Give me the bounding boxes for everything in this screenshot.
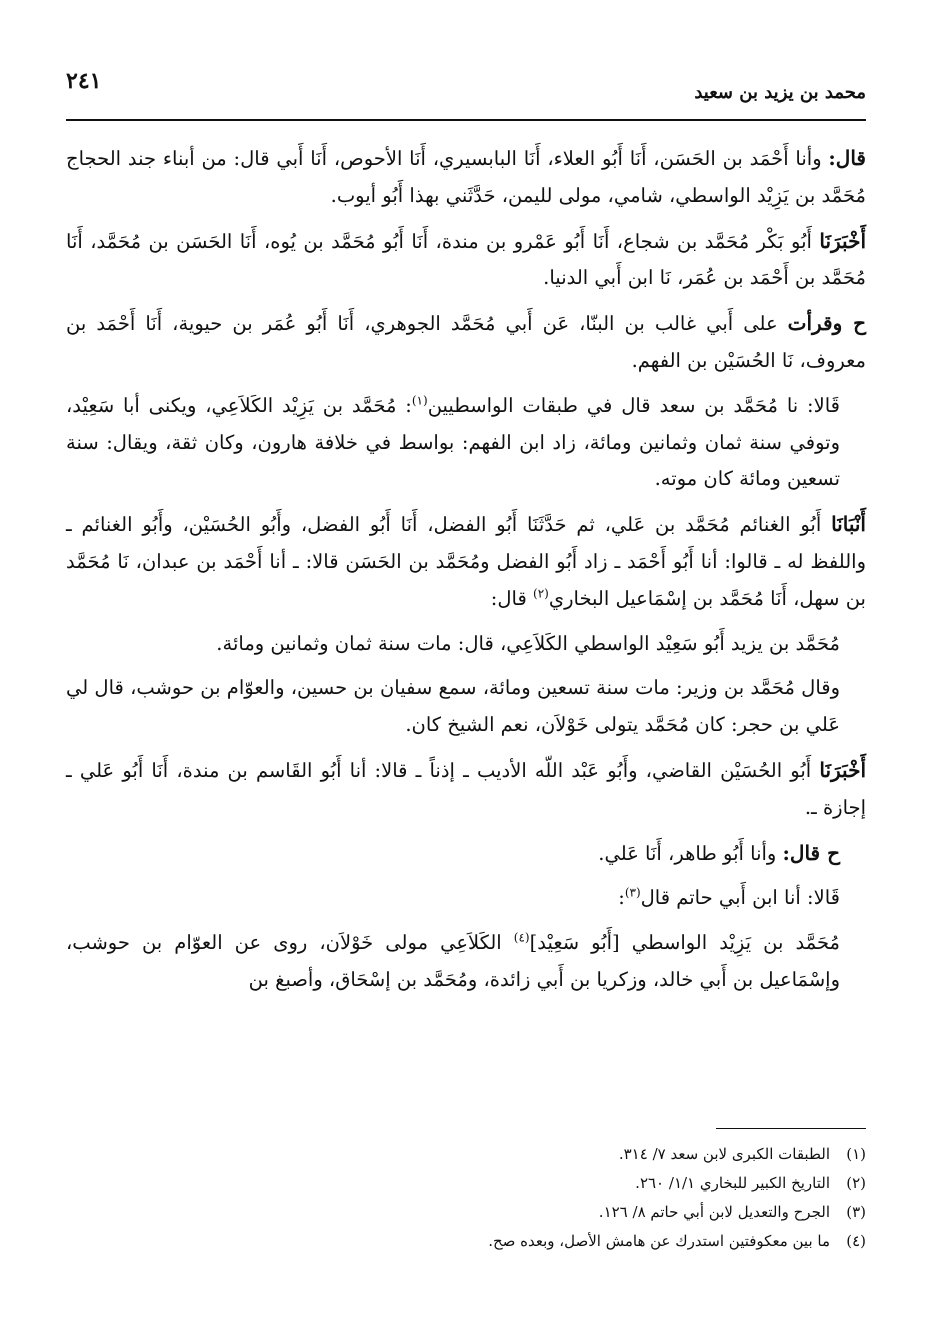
page-header (66, 60, 866, 116)
paragraph-text: الكَلاَعِي مولى خَوْلاَن، روى عن العوّام بن حوشب، وإسْمَاعيل بن أَبي خالد، وزكريا بن أَبي زائدة، ومُحَمَّد بن إسْحَاق، وأصبغ بن (66, 931, 840, 991)
paragraph-lead: ح قال: (782, 840, 840, 865)
paragraph-1 (66, 140, 866, 215)
footnote-ref-3[interactable]: (٣) (624, 885, 641, 900)
paragraph-text: وأنا أَبُو طاهر، أَنَا عَلي. (598, 841, 783, 865)
footnote-separator (716, 1128, 866, 1129)
footnote-ref-4[interactable]: (٤) (513, 930, 530, 945)
footnote-ref-1[interactable]: (١) (411, 393, 428, 408)
paragraph-4 (66, 388, 866, 498)
page-number: ٢٤١ (66, 68, 102, 94)
paragraph-11 (66, 925, 866, 999)
paragraph-text: قَالا: نا مُحَمَّد بن سعد قال في طبقات الواسطيين (427, 393, 841, 417)
footnote-number: (٤) (846, 1232, 866, 1250)
running-title: محمد بن يزيد بن سعيد (694, 82, 866, 103)
paragraph-3 (66, 305, 866, 380)
footnote-text: التاريخ الكبير للبخاري ١/١/ ٢٦٠. (635, 1174, 830, 1192)
paragraph-text: أَبُو بَكْر مُحَمَّد بن شجاع، أَنَا أَبُو عَمْرو بن مندة، أَنَا أَبُو مُحَمَّد بن يُوه، أَنَا الحَسَن بن مُحَمَّد، أَنَا مُحَمَّد بن أَحْمَد بن عُمَر، نَا ابن أَبي الدنيا. (66, 229, 866, 290)
footnote-number: (٢) (846, 1174, 866, 1192)
header-rule (66, 119, 866, 121)
paragraph-6 (66, 626, 866, 663)
paragraph-text: أَبُو الغنائم مُحَمَّد بن عَلي، ثم حَدَّثَنَا أَبُو الفضل، أَنَا أَبُو الفضل، وأَبُو الحُسَيْن، وأَبُو الغنائم ـ واللفظ له ـ قالوا: أنا أَبُو أَحْمَد ـ زاد أَبُو الفضل ومُحَمَّد بن الحَسَن قالا: ـ أنا أَحْمَد بن عبدان، نَا مُحَمَّد بن سهل، أَنَا مُحَمَّد بن إسْمَاعيل البخاري (66, 513, 866, 610)
paragraph-7 (66, 670, 866, 744)
paragraph-9 (66, 835, 866, 873)
paragraph-lead: قال: (828, 146, 866, 170)
paragraph-5 (66, 506, 866, 617)
paragraph-2 (66, 223, 866, 298)
footnote-ref-2[interactable]: (٢) (533, 586, 549, 601)
page (66, 60, 866, 1250)
paragraph-text: مُحَمَّد بن يزيد أَبُو سَعِيْد الواسطي الكَلاَعِي، قال: مات سنة ثمان وثمانين ومائة. (216, 631, 840, 655)
paragraph-text: مُحَمَّد بن يَزِيْد الواسطي [أَبُو سَعِيْد] (529, 931, 840, 955)
footnote-number: (٣) (846, 1203, 866, 1221)
footnote-1 (66, 1140, 866, 1169)
paragraph-10 (66, 880, 866, 917)
paragraph-lead: أَخْبَرَنَا (819, 757, 866, 782)
paragraph-text: : (618, 886, 625, 910)
footnote-text: ما بين معكوفتين استدرك عن هامش الأصل، وبعده صح. (488, 1232, 830, 1250)
paragraph-text: : مُحَمَّد بن يَزِيْد الكَلاَعِي، ويكنى أبا سَعِيْد، وتوفي سنة ثمان وثمانين ومائة، زاد ابن الفهم: بواسط في خلافة هارون، وكان ثقة، ويقال: سنة تسعين ومائة كان موته. (66, 393, 840, 491)
main-text (66, 140, 866, 1007)
paragraph-text: أَبُو الحُسَيْن القاضي، وأَبُو عَبْد اللّه الأديب ـ إذناً ـ قالا: أنا أَبُو القَاسم بن مندة، أَنَا أَبُو عَلي ـ إجازة ـ. (66, 758, 866, 819)
footnote-text: الطبقات الكبرى لابن سعد ٧/ ٣١٤. (618, 1145, 830, 1163)
paragraph-text: وقال مُحَمَّد بن وزير: مات سنة تسعين ومائة، سمع سفيان بن حسين، والعوّام بن حوشب، قال لي عَلي بن حجر: كان مُحَمَّد يتولى خَوْلاَن، نعم الشيخ كان. (66, 676, 840, 737)
footnote-3 (66, 1198, 866, 1227)
footnote-4 (66, 1227, 866, 1256)
paragraph-text: على أَبي غالب بن البنّا، عَن أَبي مُحَمَّد الجوهري، أَنَا أَبُو عُمَر بن حيوية، أَنَا أَحْمَد بن معروف، نَا الحُسَيْن بن الفهم. (66, 312, 866, 372)
paragraph-lead: ح وقرأت (787, 311, 866, 336)
paragraph-text: وأنا أَحْمَد بن الحَسَن، أَنَا أَبُو العلاء، أَنَا البابسيري، أَنَا الأحوص، أَنَا أَبي قال: من أبناء جند الحجاج مُحَمَّد بن يَزِيْد الواسطي، شامي، مولى لليمن، حَدَّثَني بهذا أَبُو أيوب. (66, 147, 866, 207)
paragraph-lead: أَنْبَانَا (831, 512, 866, 537)
paragraph-lead: أَخْبَرَنَا (819, 228, 866, 253)
paragraph-text: قال: (490, 586, 533, 610)
paragraph-text: قَالا: أنا ابن أَبي حاتم قال (640, 886, 840, 910)
footnote-number: (١) (846, 1145, 866, 1163)
paragraph-8 (66, 752, 866, 827)
footnotes (66, 1140, 866, 1256)
footnote-text: الجرح والتعديل لابن أبي حاتم ٨/ ١٢٦. (598, 1203, 830, 1221)
footnote-2 (66, 1169, 866, 1198)
